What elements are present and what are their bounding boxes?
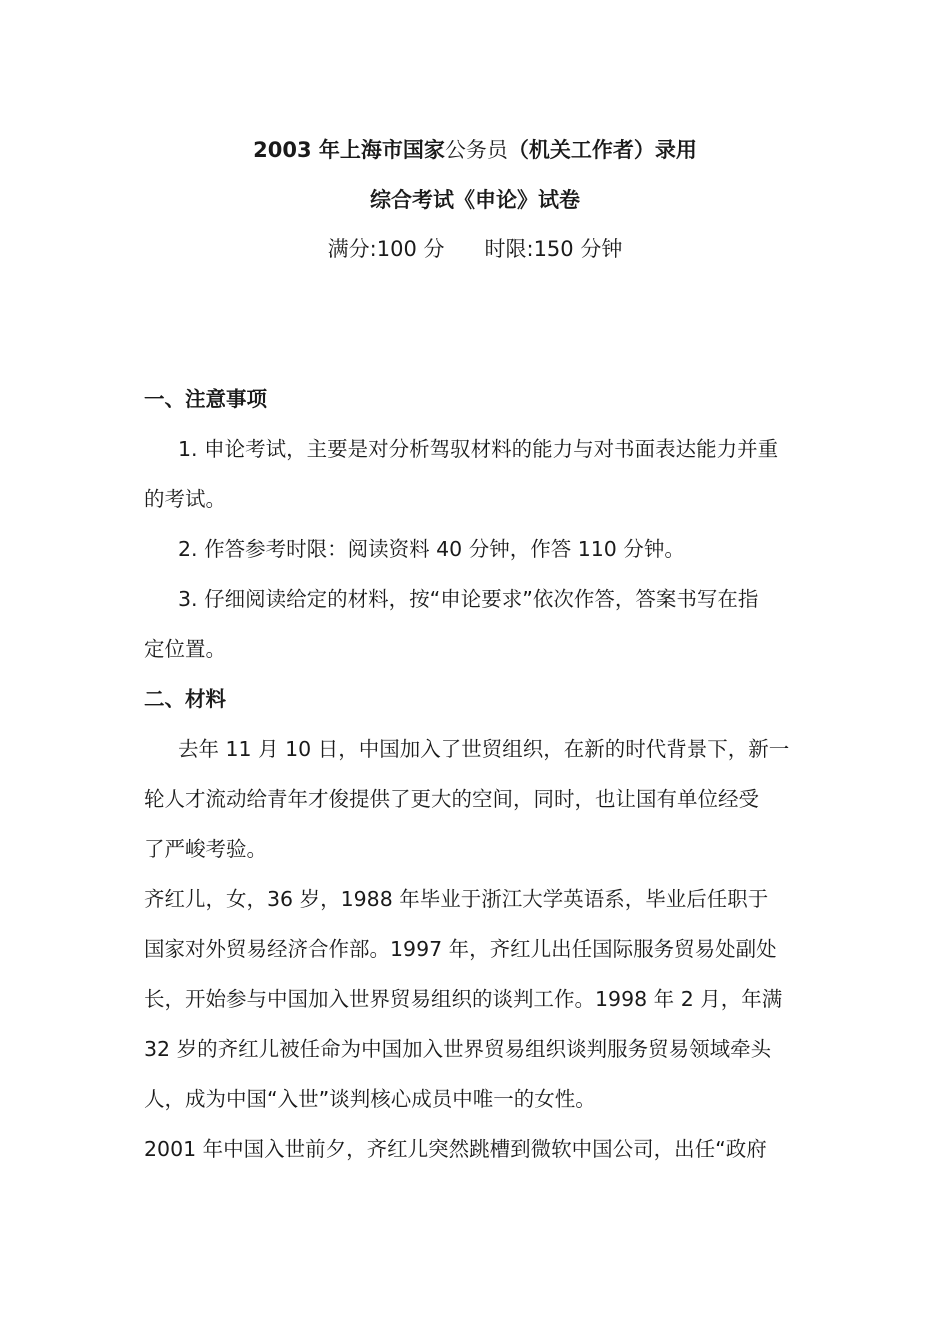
material-para-1-line-1: 去年 11 月 10 日，中国加入了世贸组织，在新的时代背景下，新一: [178, 737, 790, 761]
section1-heading: 一、注意事项: [144, 387, 267, 411]
material-para-2-line-1: 齐红儿，女，36 岁，1988 年毕业于浙江大学英语系，毕业后任职于: [144, 887, 769, 911]
time-limit: 时限:150 分钟: [484, 237, 623, 261]
material-para-2-line-5: 人，成为中国“入世”谈判核心成员中唯一的女性。: [144, 1087, 596, 1111]
title-line-1: [0, 135, 950, 165]
material-para-3-line-1: 2001 年中国入世前夕，齐红儿突然跳槽到微软中国公司，出任“政府: [144, 1137, 767, 1161]
material-para-2-line-4: 32 岁的齐红儿被任命为中国加入世界贸易组织谈判服务贸易领域牵头: [144, 1037, 772, 1061]
title-part-3: （机关工作者）录用: [507, 138, 697, 162]
notice-item-3-line-1: 3. 仔细阅读给定的材料，按“申论要求”依次作答，答案书写在指: [178, 587, 759, 611]
score-time-line: [0, 234, 950, 264]
notice-item-1-line-2: 的考试。: [144, 487, 226, 511]
section2-heading: 二、材料: [144, 687, 226, 711]
title-part-1: 2003 年上海市国家: [253, 138, 445, 162]
title-line-2: 综合考试《申论》试卷: [370, 188, 580, 212]
notice-item-3-line-2: 定位置。: [144, 637, 226, 661]
notice-item-2: 2. 作答参考时限：阅读资料 40 分钟，作答 110 分钟。: [178, 537, 685, 561]
material-para-2-line-3: 长，开始参与中国加入世界贸易组织的谈判工作。1998 年 2 月，年满: [144, 987, 783, 1011]
full-score: 满分:100 分: [327, 237, 445, 261]
material-para-1-line-3: 了严峻考验。: [144, 837, 267, 861]
notice-item-1-line-1: 1. 申论考试，主要是对分析驾驭材料的能力与对书面表达能力并重: [178, 437, 779, 461]
material-para-2-line-2: 国家对外贸易经济合作部。1997 年，齐红儿出任国际服务贸易处副处: [144, 937, 777, 961]
title-part-2: 公务员: [444, 138, 508, 162]
material-para-1-line-2: 轮人才流动给青年才俊提供了更大的空间，同时，也让国有单位经受: [144, 787, 759, 811]
